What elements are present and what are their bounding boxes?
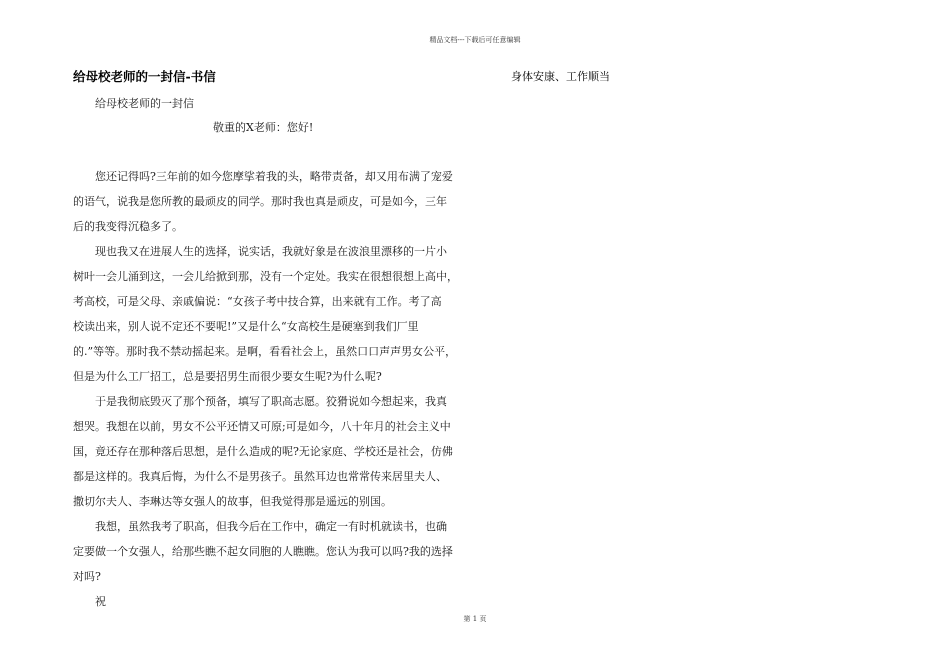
body-line: 现也我又在进展人生的选择，说实话，我就好象是在波浪里漂移的一片小 bbox=[95, 245, 447, 258]
body-line: 的.”等等。那时我不禁动摇起来。是啊，看看社会上，虽然口口声声男女公平， bbox=[73, 345, 457, 358]
body-line: 祝 bbox=[95, 595, 106, 608]
body-line: 对吗? bbox=[73, 570, 101, 583]
body-line: 树叶一会儿涌到这，一会儿给掀到那，没有一个定处。我实在很想很想上高中， bbox=[73, 270, 458, 283]
body-line: 撒切尔夫人、李琳达等女强人的故事，但我觉得那是遥远的别国。 bbox=[73, 495, 392, 508]
body-line: 的语气，说我是您所教的最顽皮的同学。那时我也真是顽皮，可是如今，三年 bbox=[73, 195, 447, 208]
letter-salutation: 敬重的X老师：您好! bbox=[213, 121, 314, 134]
body-line: 我想，虽然我考了职高，但我今后在工作中，确定一有时机就读书，也确 bbox=[95, 520, 447, 533]
body-line: 您还记得吗?三年前的如今您摩挲着我的头，略带责备，却又用布满了宠爱 bbox=[95, 170, 453, 183]
body-line: 校读出来，别人说不定还不要呢!”又是什么“女高校生是硬塞到我们厂里 bbox=[73, 320, 419, 333]
document-title: 给母校老师的一封信-书信 bbox=[73, 69, 216, 84]
body-line: 于是我彻底毁灭了那个预备，填写了职高志愿。狡猾说如今想起来，我真 bbox=[95, 395, 447, 408]
letter-subtitle: 给母校老师的一封信 bbox=[95, 97, 194, 110]
body-line: 但是为什么工厂招工，总是要招男生而很少要女生呢?为什么呢? bbox=[73, 370, 382, 383]
body-line: 都是这样的。我真后悔，为什么不是男孩子。虽然耳边也常常传来居里夫人、 bbox=[73, 470, 447, 483]
page-number: 第 1 页 bbox=[463, 615, 487, 623]
body-line: 后的我变得沉稳多了。 bbox=[73, 220, 183, 233]
body-line: 国，竟还存在那种落后思想，是什么造成的呢?无论家庭、学校还是社会，仿佛 bbox=[73, 445, 453, 458]
body-line: 想哭。我想在以前，男女不公平还情又可原;可是如今，八十年月的社会主义中 bbox=[73, 420, 451, 433]
page-header: 精品文档---下载后可任意编辑 bbox=[429, 36, 521, 44]
body-line: 考高校，可是父母、亲戚偏说：“女孩子考中技合算，出来就有工作。考了高 bbox=[73, 295, 442, 308]
body-line: 定要做一个女强人，给那些瞧不起女同胞的人瞧瞧。您认为我可以吗?我的选择 bbox=[73, 545, 453, 558]
right-column-text: 身体安康、工作顺当 bbox=[511, 70, 610, 83]
